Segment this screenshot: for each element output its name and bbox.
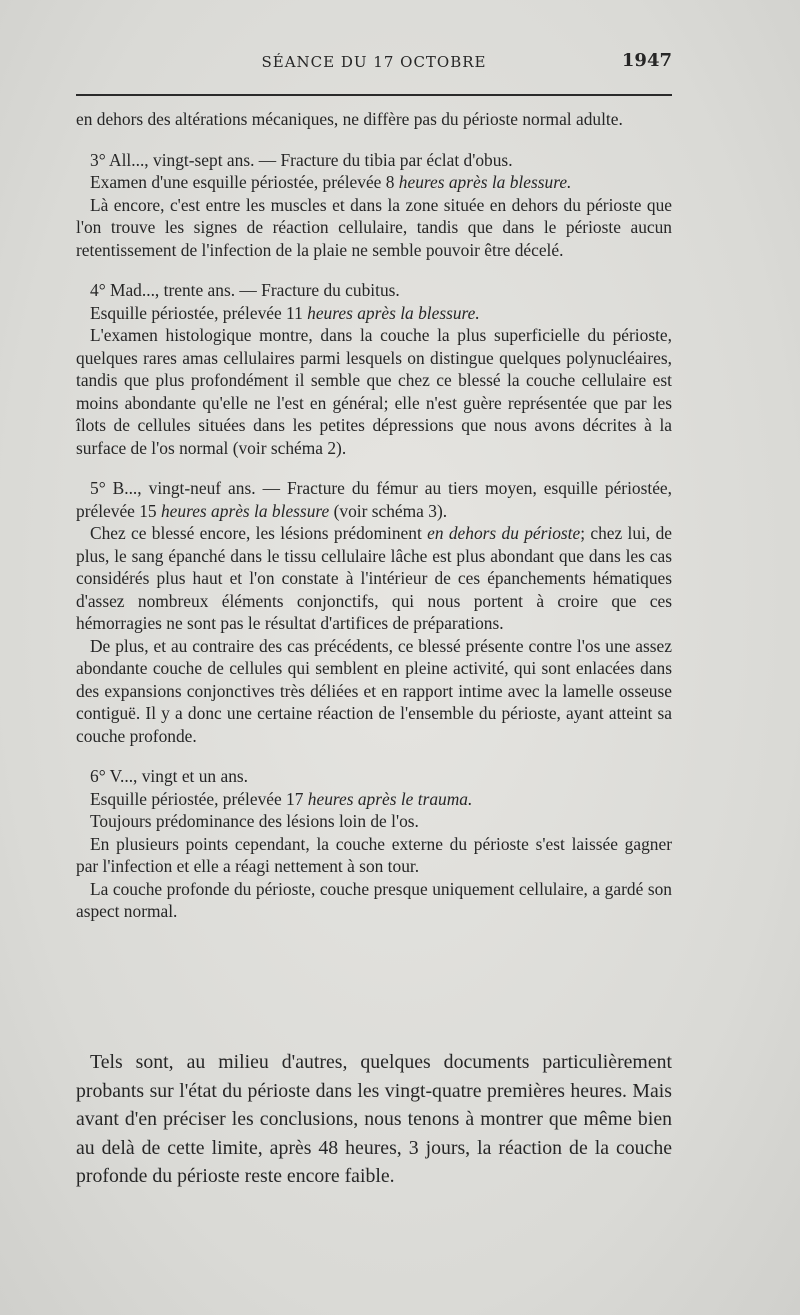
case-6-text-1: Toujours prédominance des lésions loin de l'os. (90, 811, 419, 831)
paragraph-continuation: en dehors des altérations mécaniques, ne diffère pas du périoste normal adulte. (76, 109, 623, 129)
body-text (76, 108, 672, 923)
case-6-title: 6° V..., vingt et un ans. (90, 766, 249, 786)
case-5-title-text: 5° B..., vingt-neuf ans. — Fracture du fémur au tiers moyen, esquille périostée, prélevée 15 (76, 478, 672, 521)
case-5-text-end: ; chez lui, de plus, le sang épanché dans le tissu cellulaire lâche est plus abondant que dans les cas considérés plus haut et l'on constate à l'intérieur de ces épanchements hématiques d'assez nombreux éléments conjonctifs, qui nous portent à croire que ces hémorragies ne sont pas le résultat d'artifices de préparations. (76, 523, 672, 633)
case-3-text: Là encore, c'est entre les muscles et dans la zone située en dehors du périoste que l'on trouve les signes de réaction cellulaire, tandis que dans le périoste aucun retentissement de l'infection de la plaie ne semble pouvoir être décelé. (76, 194, 672, 260)
case-6-exam-text: Esquille périostée, prélevée 17 (90, 788, 308, 809)
case-5-text-2: De plus, et au contraire des cas précédents, ce blessé présente contre l'os une assez abondante couche de cellules qui semblent en pleine activité, qui sont enlacées dans des expansions conjonctives très déliées et en rapport intime avec la lamelle osseuse contiguë. Il y a donc une certaine réaction de l'ensemble du périoste, ayant atteint sa couche profonde. (76, 635, 672, 746)
case-3-exam (76, 171, 672, 194)
running-title: SÉANCE DU 17 OCTOBRE (261, 53, 487, 71)
case-4-exam-italic: heures après la blessure. (307, 302, 480, 323)
case-5-title (76, 477, 672, 522)
case-4-exam-text: Esquille périostée, prélevée 11 (90, 302, 308, 323)
case-3-exam-italic: heures après la blessure. (398, 172, 572, 192)
case-5-title-end: (voir schéma 3). (329, 500, 448, 521)
page-number: 1947 (621, 50, 672, 71)
case-4-title: 4° Mad..., trente ans. — Fracture du cubitus. (90, 280, 400, 300)
case-3-exam-text: Examen d'une esquille périostée, prélevée 8 (90, 172, 399, 192)
case-3-title: 3° All..., vingt-sept ans. — Fracture du tibia par éclat d'obus. (90, 149, 513, 170)
page-header (76, 50, 672, 74)
case-6-text-3: La couche profonde du périoste, couche presque uniquement cellulaire, a gardé son aspect normal. (76, 878, 672, 921)
conclusion-block (76, 1048, 672, 1191)
case-4-exam (76, 302, 672, 325)
case-6-exam (76, 788, 672, 811)
conclusion-paragraph: Tels sont, au milieu d'autres, quelques documents particulièrement probants sur l'état du périoste dans les vingt-quatre premières heures. Mais avant d'en préciser les conclusions, nous tenons à montrer que même bien au delà de cette limite, après 48 heures, 3 jours, la réaction de la couche profonde du périoste reste encore faible. (76, 1051, 672, 1187)
case-5-title-italic: heures après la blessure (160, 500, 330, 521)
case-6-exam-italic: heures après le trauma. (307, 788, 473, 809)
case-5-text (76, 522, 672, 635)
case-5-text-start: Chez ce blessé encore, les lésions prédominent (90, 523, 428, 543)
header-rule (76, 94, 672, 96)
case-5-text-italic: en dehors du périoste (427, 523, 581, 543)
case-4-text: L'examen histologique montre, dans la couche la plus superficielle du périoste, quelques rares amas cellulaires parmi lesquels on distingue quelques polynucléaires, tandis que plus profondément il semble que chez ce blessé la couche cellulaire est moins abondante qu'elle ne l'est en général; elle n'est guère représentée que par les îlots de cellules situées dans les petites dépressions que nous avons décrites à la surface de l'os normal (voir schéma 2). (76, 325, 672, 458)
case-6-text-2: En plusieurs points cependant, la couche externe du périoste s'est laissée gagner par l'infection et elle a réagi nettement à son tour. (76, 833, 672, 876)
